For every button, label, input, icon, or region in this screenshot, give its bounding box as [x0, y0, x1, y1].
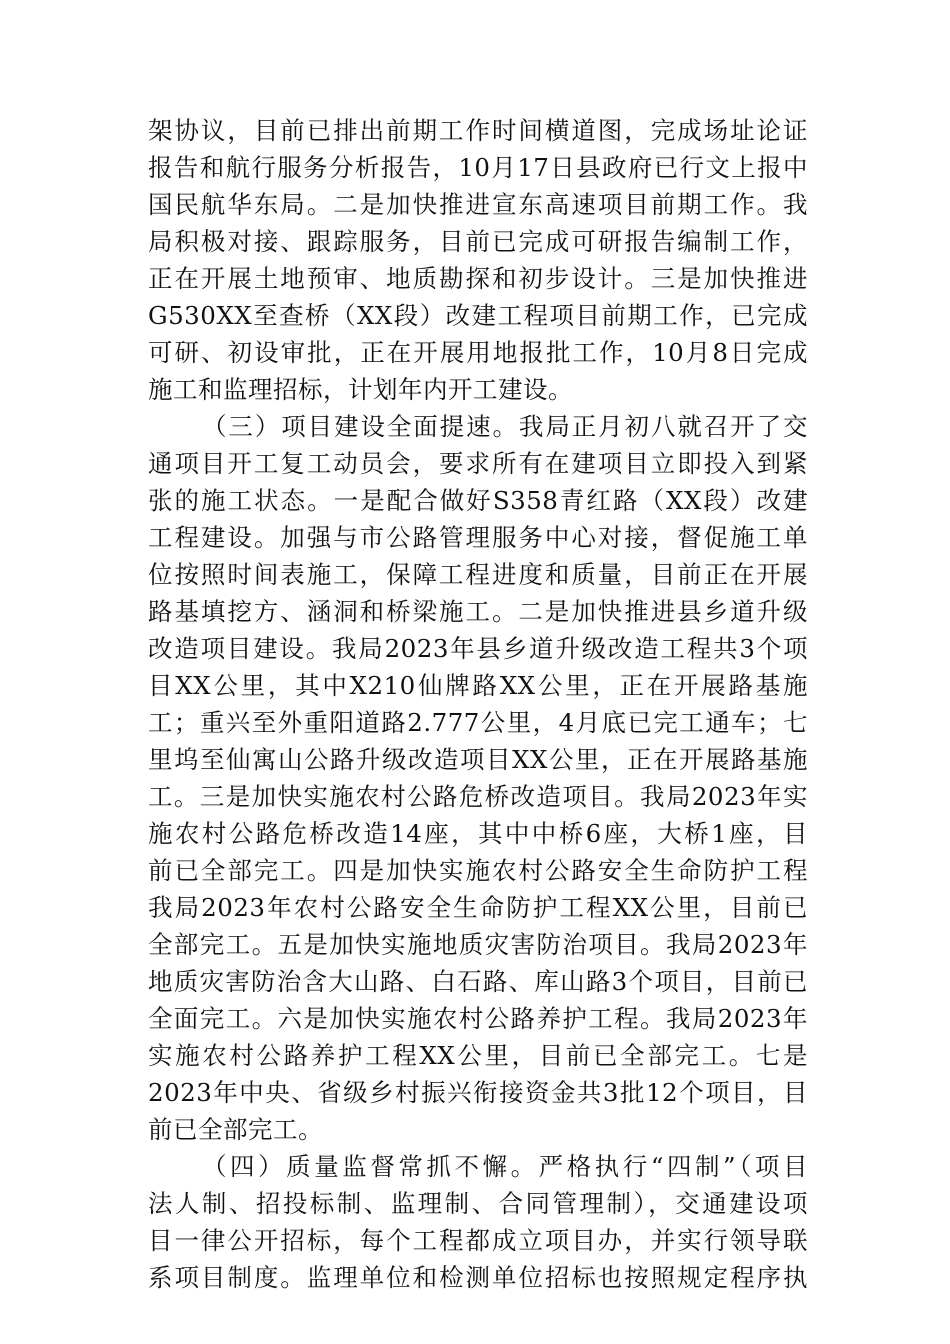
- text-line: 架协议，目前已排出前期工作时间横道图，完成场址论证: [148, 116, 808, 145]
- text-line: 全部完工。五是加快实施地质灾害防治项目。我局2023年: [148, 930, 808, 959]
- text-line: 前已全部完工。四是加快实施农村公路安全生命防护工程: [148, 856, 808, 885]
- text-line: 目XX公里，其中X210仙牌路XX公里，正在开展路基施: [148, 671, 808, 700]
- text-line: 2023年中央、省级乡村振兴衔接资金共3批12个项目，目: [148, 1078, 808, 1107]
- text-line: 路基填挖方、涵洞和桥梁施工。二是加快推进县乡道升级: [148, 597, 808, 626]
- text-line: 工；重兴至外重阳道路2.777公里，4月底已完工通车；七: [148, 708, 808, 737]
- text-line: 报告和航行服务分析报告，10月17日县政府已行文上报中: [148, 153, 808, 182]
- section-heading-line: （四）质量监督常抓不懈。严格执行“四制”（项目: [202, 1152, 808, 1181]
- text-line: 可研、初设审批，正在开展用地报批工作，10月8日完成: [148, 338, 808, 367]
- section-heading-line: （三）项目建设全面提速。我局正月初八就召开了交: [202, 412, 808, 441]
- text-line: 系项目制度。监理单位和检测单位招标也按照规定程序执: [148, 1263, 808, 1292]
- text-line: 实施农村公路养护工程XX公里，目前已全部完工。七是: [148, 1041, 808, 1070]
- text-line: 地质灾害防治含大山路、白石路、库山路3个项目，目前已: [148, 967, 808, 996]
- text-line: 张的施工状态。一是配合做好S358青红路（XX段）改建: [148, 486, 808, 515]
- text-line: 法人制、招投标制、监理制、合同管理制），交通建设项: [148, 1189, 808, 1218]
- text-line: 工程建设。加强与市公路管理服务中心对接，督促施工单: [148, 523, 808, 552]
- text-line: 通项目开工复工动员会，要求所有在建项目立即投入到紧: [148, 449, 808, 478]
- text-line: 局积极对接、跟踪服务，目前已完成可研报告编制工作，: [148, 227, 808, 256]
- text-line: 施工和监理招标，计划年内开工建设。: [148, 375, 573, 404]
- text-line: 我局2023年农村公路安全生命防护工程XX公里，目前已: [148, 893, 808, 922]
- text-line: 施农村公路危桥改造14座，其中中桥6座，大桥1座，目: [148, 819, 808, 848]
- text-line: 改造项目建设。我局2023年县乡道升级改造工程共3个项: [148, 634, 808, 663]
- text-line: 里坞至仙寓山公路升级改造项目XX公里，正在开展路基施: [148, 745, 808, 774]
- text-line: 工。三是加快实施农村公路危桥改造项目。我局2023年实: [148, 782, 808, 811]
- text-line: 前已全部完工。: [148, 1115, 323, 1144]
- document-body: [148, 112, 808, 1296]
- text-line: 目一律公开招标，每个工程都成立项目办，并实行领导联: [148, 1226, 808, 1255]
- text-line: 全面完工。六是加快实施农村公路养护工程。我局2023年: [148, 1004, 808, 1033]
- text-line: G530XX至查桥（XX段）改建工程项目前期工作，已完成: [148, 301, 808, 330]
- text-line: 正在开展土地预审、地质勘探和初步设计。三是加快推进: [148, 264, 808, 293]
- text-line: 国民航华东局。二是加快推进宣东高速项目前期工作。我: [148, 190, 808, 219]
- text-line: 位按照时间表施工，保障工程进度和质量，目前正在开展: [148, 560, 808, 589]
